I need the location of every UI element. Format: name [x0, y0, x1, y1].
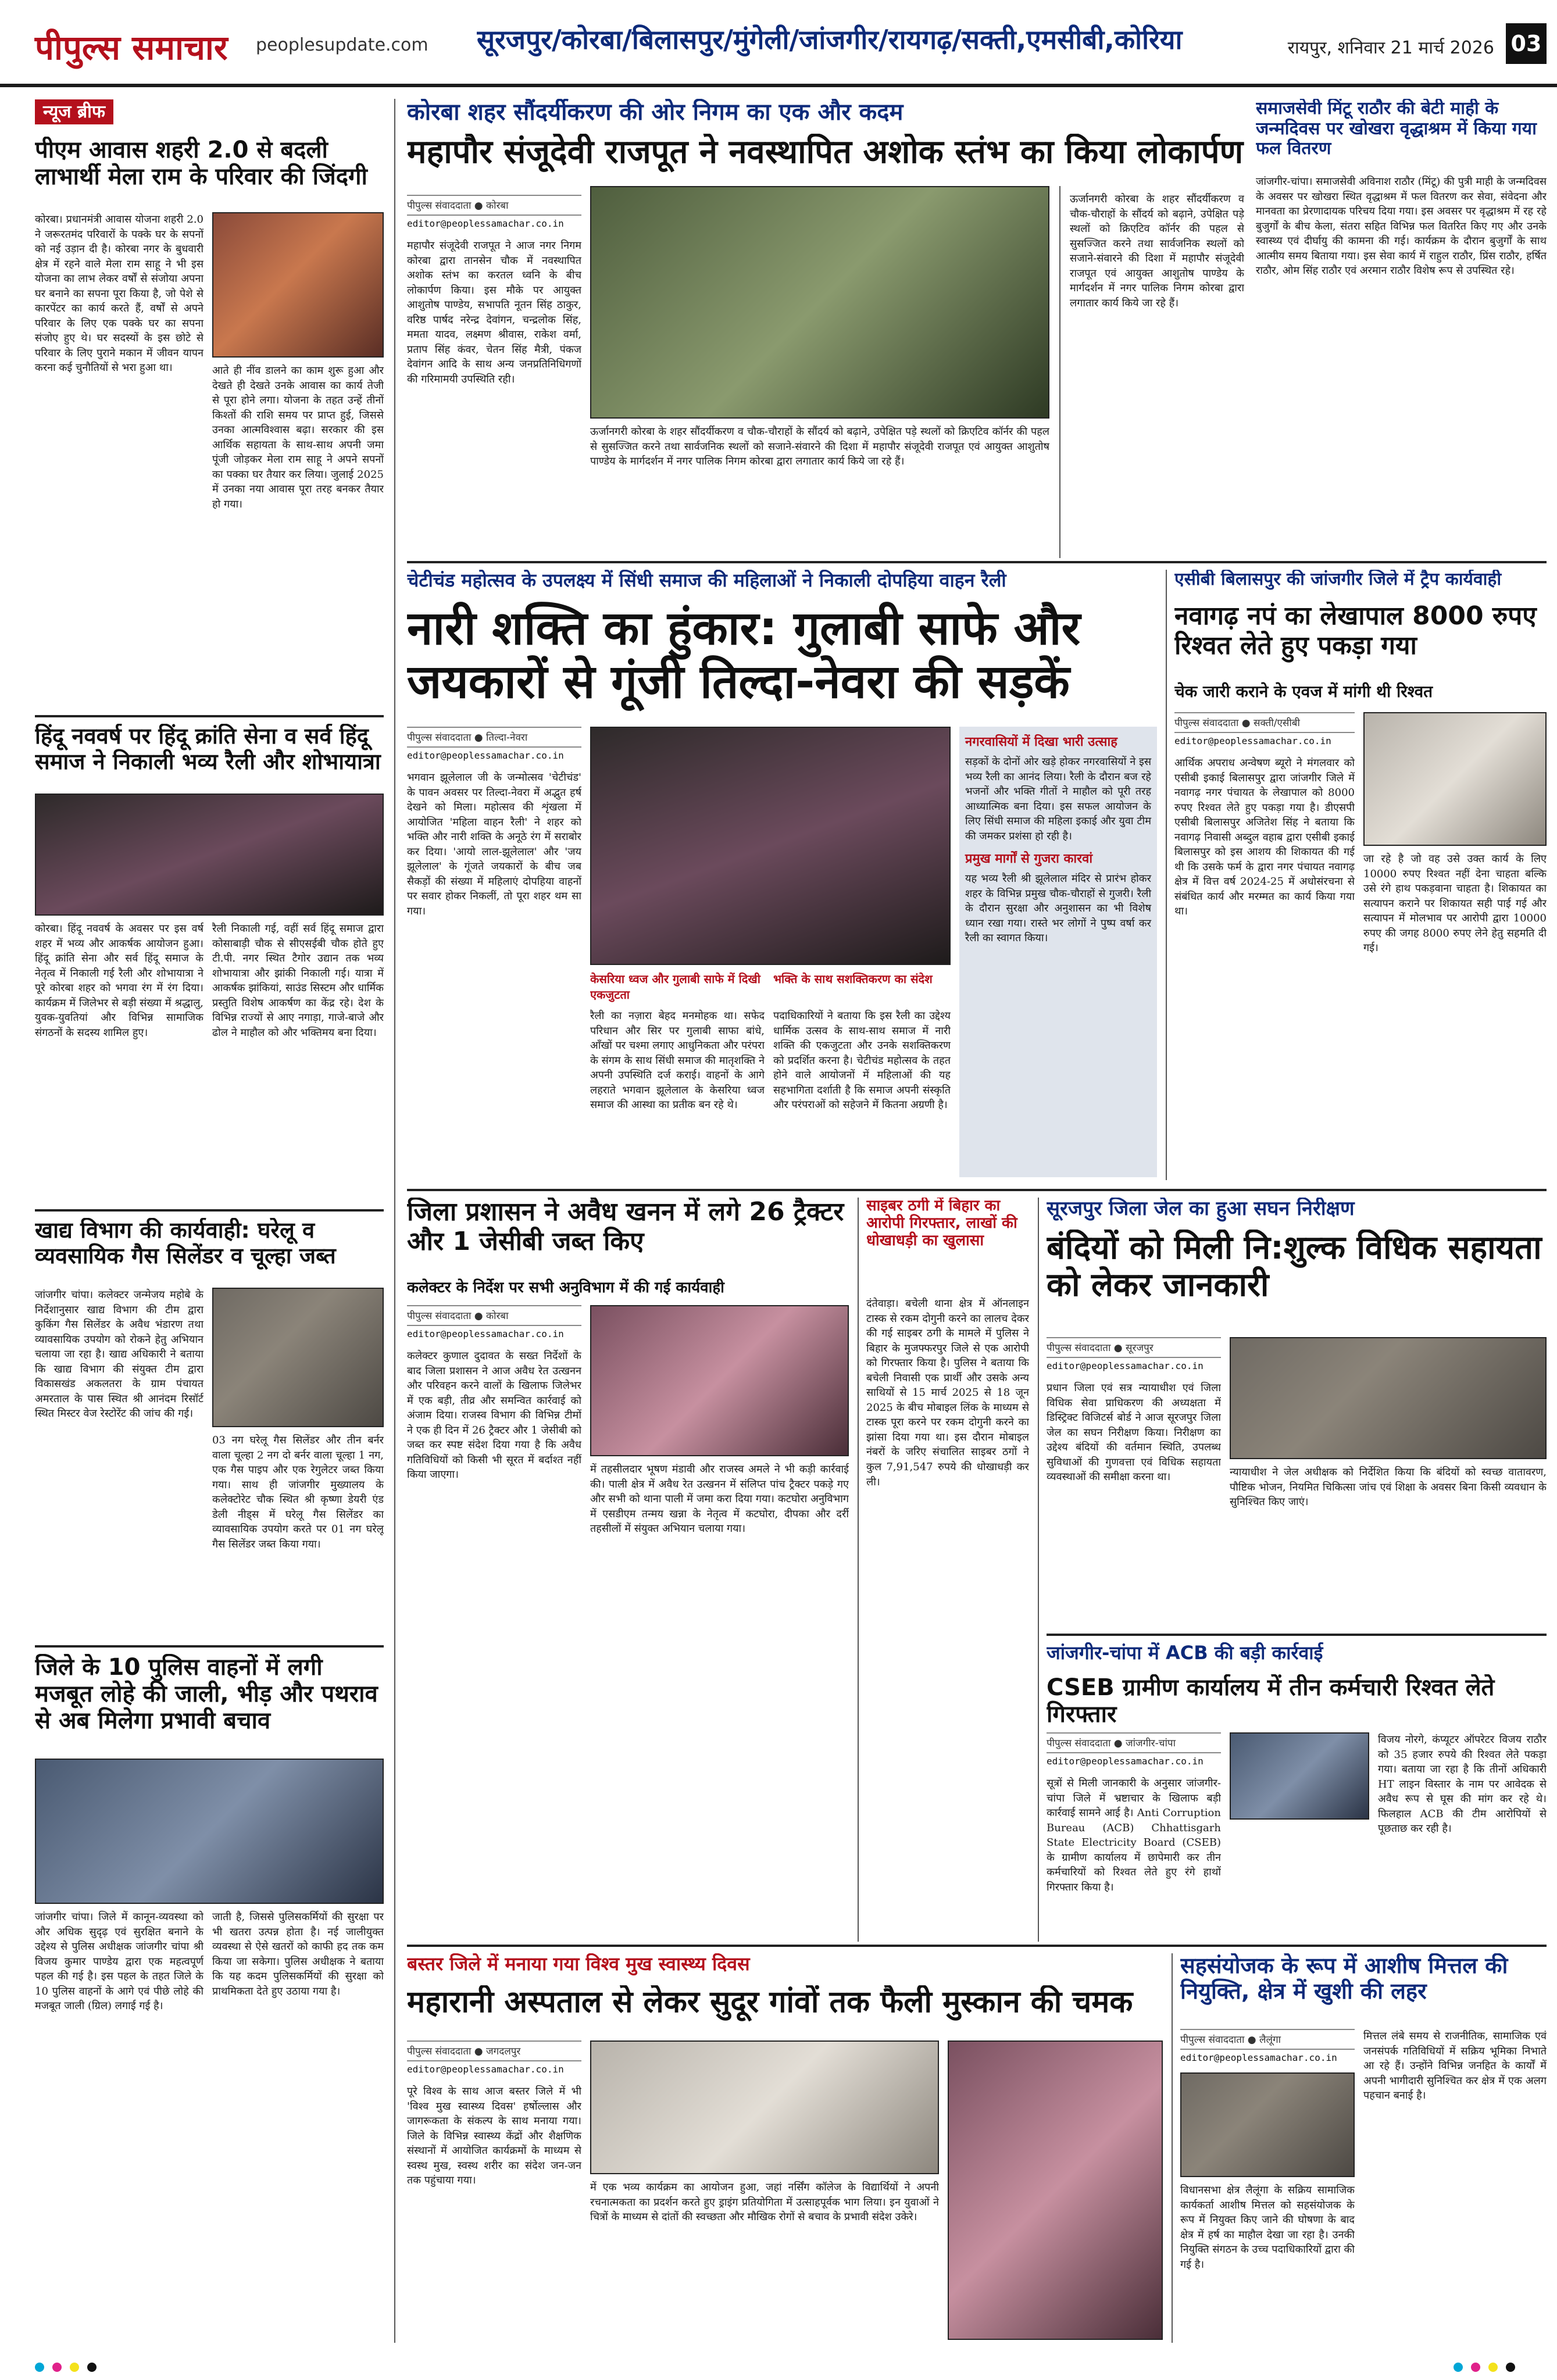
story3-headline: समाजसेवी मिंटू राठौर की बेटी माही के जन्मदिवस पर खोखरा वृद्धाश्रम में किया गया फल वितरण — [1256, 99, 1537, 159]
story4-box-body: सड़कों के दोनों ओर खड़े होकर नगरवासियों ने इस भव्य रैली का आनंद लिया। रैली के दौरान बज रहे भजनों और भक्ति गीतों ने माहौल को पूरी तरह आध्यात्मिक बना दिया। इस सफल आयोजन के लिए सिंधी समाज की महिला इकाई और युवा टीम की जमकर प्रशंसा हो रही है। — [965, 756, 1151, 842]
story2-email[interactable]: editor@peoplessamachar.co.in — [407, 218, 564, 229]
story12-body2: जाती है, जिससे पुलिसकर्मियों की सुरक्षा पर भी खतरा उत्पन्न होता है। नई जालीयुक्त व्यवस्था से ऐसे खतरों को काफी हद तक कम किया जा सकेगा। पुलिस अधीक्षक ने बताया कि यह कदम पुलिसकर्मियों की सुरक्षा को प्राथमिकता देते हुए उठाया गया है। — [212, 1911, 384, 1997]
story4-sidebox — [959, 727, 1157, 1177]
story9-email[interactable]: editor@peoplessamachar.co.in — [407, 1328, 564, 1339]
story12-headline: जिले के 10 पुलिस वाहनों में लगी मजबूत लोहे की जाली, भीड़ और पथराव से अब मिलेगा प्रभावी बचाव — [35, 1654, 378, 1734]
cyan-dot — [35, 2363, 44, 2372]
magenta-dot — [52, 2363, 62, 2372]
story4-body: भगवान झूलेलाल जी के जन्मोत्सव 'चेटीचंड' के पावन अवसर पर तिल्दा-नेवरा में अद्भुत हर्ष देखने को मिला। महोत्सव की शृंखला में आयोजित 'महिला वाहन रैली' ने शहर को भक्ति और नारी शक्ति के अनूठे रंग में सराबोर कर दिया। 'आयो लाल-झूलेलाल' और 'जय झूलेलाल' के गूंजते जयकारों के बीच जब सैकड़ों की संख्या में महिलाएं दोपहिया वाहनों पर सवार होकर निकलीं, तो पूरा शहर थम सा गया। — [407, 771, 581, 917]
divider — [407, 1189, 1547, 1191]
divider — [35, 715, 384, 717]
story5-headline: हिंदू नववर्ष पर हिंदू क्रांति सेना व सर्व हिंदू समाज ने निकाली भव्य रैली और शोभायात्रा — [35, 724, 381, 774]
story7-body: आर्थिक अपराध अन्वेषण ब्यूरो ने मंगलवार को एसीबी इकाई बिलासपुर द्वारा जांजगीर जिले में नवागढ़ नगर पंचायत के लेखापाल को 8000 रुपए रिश्वत लेते हुए पकड़ा गया है। डीएसपी एसीबी बिलासपुर अजितेश सिंह ने बताया कि नवागढ़ निवासी अब्दुल वहाब द्वारा एसीबी इकाई बिलासपुर को इस आशय की शिकायत की गई थी कि उसके फर्म के द्वारा नगर पंचायत नवागढ़ क्षेत्र में वित्त वर्ष 2024-25 में अधोसंरचना से संबंधित कार्य और मरम्मत का कार्य किया गया था। — [1174, 757, 1355, 918]
masthead — [0, 0, 1557, 87]
story11-email[interactable]: editor@peoplessamachar.co.in — [1047, 1756, 1204, 1767]
story11-kicker: जांजगीर-चांपा में ACB की बड़ी कार्रवाई — [1047, 1642, 1323, 1664]
story2-photo — [590, 186, 1049, 419]
story11-headline: CSEB ग्रामीण कार्यालय में तीन कर्मचारी रिश्वत लेते गिरफ्तार — [1047, 1674, 1495, 1727]
story10-body2: न्यायाधीश ने जेल अधीक्षक को निर्देशित किया कि बंदियों को स्वच्छ वातावरण, पौष्टिक भोजन, नियमित चिकित्सा जांच एवं शिक्षा के अवसर बिना किसी व्यवधान के सुनिश्चित किए जाएं। — [1230, 1466, 1547, 1509]
story10-body: प्रधान जिला एवं सत्र न्यायाधीश एवं जिला विधिक सेवा प्राधिकरण की अध्यक्षता में डिस्ट्रिक्ट विजिटर्स बोर्ड ने आज सूरजपुर जिला जेल का सघन निरीक्षण किया। निरीक्षण का उद्देश्य बंदियों की वर्तमान स्थिति, उपलब्ध सुविधाओं की गुणवत्ता एवं विधिक सहायता व्यवस्थाओं की समीक्षा करना था। — [1047, 1382, 1221, 1484]
story14-body: विधानसभा क्षेत्र लैलूंगा के सक्रिय सामाजिक कार्यकर्ता आशीष मित्तल को सहसंयोजक के रूप में नियुक्त किए जाने की घोषणा के बाद क्षेत्र में हर्ष का माहौल देखा जा रहा है। उनकी नियुक्ति संगठन के उच्च पदाधिकारियों द्वारा की गई है। — [1180, 2184, 1355, 2271]
column-rule — [394, 99, 395, 2343]
divider — [407, 1945, 1547, 1947]
story9-body: कलेक्टर कुणाल दुदावत के सख्त निर्देशों के बाद जिला प्रशासन ने आज अवैध रेत उत्खनन और परिवहन करने वालों के खिलाफ जिलेभर में एक बड़ी, तीव्र और समन्वित कार्रवाई को अंजाम दिया। राजस्व विभाग की विभिन्न टीमों ने एक ही दिन में 26 ट्रैक्टर और 1 जेसीबी को जब्त कर स्पष्ट संदेश दिया गया है कि अवैध गतिविधियों को किसी भी सूरत में बर्दाश्त नहीं किया जाएगा। — [407, 1350, 581, 1481]
yellow-dot — [70, 2363, 79, 2372]
story7-email[interactable]: editor@peoplessamachar.co.in — [1174, 735, 1331, 746]
story6-body: दंतेवाड़ा। बचेली थाना क्षेत्र में ऑनलाइन टास्क से रकम दोगुनी करने का लालच देकर की गई साइबर ठगी के मामले में पुलिस ने बिहार के मुजफ्फरपुर जिले से एक आरोपी को गिरफ्तार किया है। पुलिस ने बताया कि बचेली निवासी एक प्रार्थी और उसके अन्य साथियों से 15 मार्च 2025 से 18 जून 2025 के बीच मोबाइल लिंक के माध्यम से टास्क पूरा करने पर रकम दोगुनी करने का झांसा दिया गया था। इस दौरान मोबाइल नंबरों के जरिए संचालित साइबर ठगों ने कुल 7,91,547 रुपये की धोखाधड़ी कर ली। — [866, 1298, 1029, 1488]
story4-sub1: केसरिया ध्वज और गुलाबी साफे में दिखी एकजुटता — [590, 972, 760, 1002]
story9-kicker: कलेक्टर के निर्देश पर सभी अनुविभाग में की गई कार्यवाही — [407, 1279, 724, 1296]
story14-body2: मित्तल लंबे समय से राजनीतिक, सामाजिक एवं जनसंपर्क गतिविधियों में सक्रिय भूमिका निभाते आ रहे हैं। उन्होंने विभिन्न जनहित के कार्यों में अपनी भागीदारी सुनिश्चित कर क्षेत्र में एक अलग पहचान बनाई है। — [1363, 2030, 1547, 2102]
story7-body2: जा रहे है जो वह उसे उक्त कार्य के लिए 10000 रुपए रिश्वत नहीं देना चाहता बल्कि उसे रंगे हाथ पकड़वाना चाहता है। शिकायत का सत्यापन कराने पर शिकायत सही पाई गई और सत्यापन में मोलभाव पर आरोपी द्वारा 10000 रुपए की जगह 8000 रुपए लेने हेतु सहमति दी गई। — [1363, 853, 1547, 955]
news-brief-label: न्यूज ब्रीफ — [35, 99, 113, 124]
site-url[interactable]: peoplesupdate.com — [256, 35, 428, 55]
page-number: 03 — [1506, 23, 1547, 64]
story10-photo — [1230, 1337, 1547, 1459]
story2-body2: ऊर्जानगरी कोरबा के शहर सौंदर्यीकरण व चौक-चौराहों के सौंदर्य को बढ़ाने, उपेक्षित पड़े स्थलों को क्रिएटिव कॉर्नर की पहल से सुसज्जित करने तथा सार्वजनिक स्थलों को सजाने-संवारने की दिशा में महापौर संजूदेवी राजपूत एवं आयुक्त आशुतोष पाण्डेय के मार्गदर्शन में नगर पालिक निगम कोरबा द्वारा लगातार कार्य किये जा रहे हैं। — [590, 426, 1049, 468]
story10-kicker: सूरजपुर जिला जेल का हुआ सघन निरीक्षण — [1047, 1198, 1355, 1220]
story9-body2: में तहसीलदार भूषण मंडावी और राजस्व अमले ने भी कड़ी कार्रवाई की। पाली क्षेत्र में अवैध रेत उत्खनन में संलिप्त पांच ट्रैक्टर पकड़े गए और सभी को थाना पाली में जमा करा दिया गया। कटघोरा अनुविभाग में एसडीएम तन्मय खन्ना के नेतृत्व में कटघोरा, दीपका और दर्री तहसीलों में संयुक्त अभियान चलाया गया। — [590, 1463, 849, 1535]
story13-photo — [590, 2040, 939, 2174]
story11-body2: विजय नोरगे, कंप्यूटर ऑपरेटर विजय राठौर को 35 हजार रुपये की रिश्वत लेते पकड़ा गया। बताया जा रहा है कि तीनों अधिकारी HT लाइन विस्तार के नाम पर आवेदक से अवैध रूप से घूस की मांग कर रहे थे। फिलहाल ACB की टीम आरोपियों से पूछताछ कर रही है। — [1378, 1734, 1547, 1835]
divider — [407, 561, 1547, 563]
story7-photo — [1363, 712, 1547, 846]
black-dot — [87, 2363, 97, 2372]
story7-byline: पीपुल्स संवाददाता ● सक्ती/एसीबी — [1174, 712, 1355, 733]
story2-headline: महापौर संजूदेवी राजपूत ने नवस्थापित अशोक स्तंभ का किया लोकार्पण — [407, 134, 1244, 171]
story4-kicker: चेटीचंड महोत्सव के उपलक्ष्य में सिंधी समाज की महिलाओं ने निकाली दोपहिया वाहन रैली — [407, 570, 1006, 591]
story10-byline: पीपुल्स संवाददाता ● सूरजपुर — [1047, 1337, 1221, 1358]
story4-body3: पदाधिकारियों ने बताया कि इस रैली का उद्देश्य धार्मिक उत्सव के साथ-साथ समाज में नारी शक्ति की एकजुटता और उनके सशक्तिकरण को प्रदर्शित करना है। चेटीचंड महोत्सव के तहत होने वाले आयोजनों में महिलाओं की यह सहभागिता दर्शाती है कि समाज अपनी संस्कृति और परंपराओं को सहेजने में कितना अग्रणी है। — [773, 1010, 951, 1112]
story5-body2: रैली निकाली गई, वहीं सर्व हिंदू समाज द्वारा कोसाबाड़ी चौक से सीएसईबी चौक होते हुए टी.पी. नगर स्थित टैगोर उद्यान तक भव्य शोभायात्रा और झांकी निकाली गई। यात्रा में आकर्षक झांकियां, साउंड सिस्टम और धार्मिक प्रस्तुति विशेष आकर्षण का केंद्र रहे। देश के विभिन्न राज्यों से आए नगाड़ा, गाजे-बाजे और ढोल ने माहौल को और भक्तिमय बना दिया। — [212, 923, 384, 1039]
story5-body: कोरबा। हिंदू नववर्ष के अवसर पर इस वर्ष शहर में भव्य और आकर्षक आयोजन हुआ। हिंदू क्रांति सेना और सर्व हिंदू समाज के नेतृत्व में निकाली गई रैली और शोभायात्रा ने पूरे कोरबा शहर को भगवा रंग में रंग दिया। कार्यक्रम में जिलेभर से बड़ी संख्या में श्रद्धालु, युवक-युवतियां और विभिन्न सामाजिक संगठनों के सदस्य शामिल हुए। — [35, 923, 203, 1039]
story2-body3: ऊर्जानगरी कोरबा के शहर सौंदर्यीकरण व चौक-चौराहों के सौंदर्य को बढ़ाने, उपेक्षित पड़े स्थलों को क्रिएटिव कॉर्नर की पहल से सुसज्जित करने तथा सार्वजनिक स्थलों को सजाने-संवारने की दिशा में महापौर संजूदेवी राजपूत एवं आयुक्त आशुतोष पाण्डेय के मार्गदर्शन में नगर पालिक निगम कोरबा द्वारा लगातार कार्य किये जा रहे हैं। — [1070, 193, 1244, 309]
story2-body: महापौर संजूदेवी राजपूत ने आज नगर निगम कोरबा द्वारा तानसेन चौक में नवस्थापित अशोक स्तंभ का करतल ध्वनि के बीच लोकार्पण किया। इस मौके पर आयुक्त आशुतोष पाण्डेय, सभापति नूतन सिंह ठाकुर, वरिष्ठ पार्षद नरेन्द्र देवांगन, चन्द्रलोक सिंह, ममता यादव, लक्ष्मण श्रीवास, राकेश वर्मा, प्रताप सिंह कंवर, चेतन सिंह मैत्री, पंकज देवांगन आदि के साथ अन्य जनप्रतिनिधिगणों की गरिमामयी उपस्थिति रही। — [407, 240, 581, 385]
story13-body: पूरे विश्व के साथ आज बस्तर जिले में भी 'विश्व मुख स्वास्थ्य दिवस' हर्षोल्लास और जागरूकता के संकल्प के साथ मनाया गया। जिले के विभिन्न स्वास्थ्य केंद्रों और शैक्षणिक संस्थानों में आयोजित कार्यक्रमों के माध्यम से स्वस्थ मुख, स्वस्थ शरीर का संदेश जन-जन तक पहुंचाया गया। — [407, 2085, 581, 2187]
column-rule — [1172, 1953, 1173, 2343]
newspaper-logo: पीपुल्स समाचार — [35, 28, 228, 67]
story4-body2: रैली का नज़ारा बेहद मनमोहक था। सफेद परिधान और सिर पर गुलाबी साफा बांधे, आँखों पर चश्मा लगाए आधुनिकता और परंपरा के संगम के साथ सिंधी समाज की मातृशक्ति ने अपनी उपस्थिति दर्ज कराई। वाहनों के आगे लहराते भगवान झूलेलाल के केसरिया ध्वज समाज की आस्था का प्रतीक बन रहे थे। — [590, 1010, 765, 1112]
story4-box-sub: प्रमुख मार्गों से गुजरा कारवां — [965, 852, 1093, 867]
story11-body: सूत्रों से मिली जानकारी के अनुसार जांजगीर-चांपा जिले में भ्रष्टाचार के खिलाफ बड़ी कार्रवाई सामने आई है। Anti Corruption Bureau (ACB) Chhattisgarh State Electricity Board (CSEB) के ग्रामीण कार्यालय में छापेमारी कर तीन कर्मचारियों को रिश्वत लेते हुए रंगे हाथों गिरफ्तार किया है। — [1047, 1777, 1221, 1893]
story9-headline: जिला प्रशासन ने अवैध खनन में लगे 26 ट्रैक्टर और 1 जेसीबी जब्त किए — [407, 1198, 844, 1256]
story8-body2: 03 नग घरेलू गैस सिलेंडर और तीन बर्नर वाला चूल्हा 2 नग दो बर्नर वाला चूल्हा 1 नग, एक गैस पाइप और एक रेगुलेटर जब्त किया गया। साथ ही जांजगीर मुख्यालय के कलेक्टोरेट चौक स्थित श्री कृष्णा डेयरी एंड डेली नीड्स में घरेलू गैस सिलेंडर का व्यावसायिक उपयोग करते पर 01 नग घरेलू गैस सिलेंडर जब्त किया गया। — [212, 1434, 384, 1550]
district-list: सूरजपुर/कोरबा/बिलासपुर/मुंगेली/जांजगीर/रायगढ़/सक्ती,एमसीबी,कोरिया — [477, 24, 1183, 55]
magenta-dot — [1471, 2363, 1480, 2372]
divider — [35, 1209, 384, 1212]
story4-photo — [590, 727, 951, 965]
column-rule — [1038, 1198, 1039, 1942]
story4-sub2: भक्ति के साथ सशक्तिकरण का संदेश — [773, 972, 933, 986]
story8-headline: खाद्य विभाग की कार्यवाही: घरेलू व व्यवसायिक गैस सिलेंडर व चूल्हा जब्त — [35, 1218, 336, 1268]
divider — [35, 1645, 384, 1648]
story10-email[interactable]: editor@peoplessamachar.co.in — [1047, 1360, 1204, 1371]
story9-photo — [590, 1305, 849, 1456]
story2-byline: पीपुल्स संवाददाता ● कोरबा — [407, 195, 581, 216]
story9-byline: पीपुल्स संवाददाता ● कोरबा — [407, 1305, 581, 1326]
story5-photo — [35, 794, 384, 916]
story13-email[interactable]: editor@peoplessamachar.co.in — [407, 2064, 564, 2075]
story1-body2: आते ही नींव डालने का काम शुरू हुआ और देखते ही देखते उनके आवास का कार्य तेजी से पूरा होने लगा। योजना के तहत उन्हें तीनों किश्तों की राशि समय पर प्राप्त हुई, जिससे उनका आत्मविश्वास बढ़ा। सरकार की इस आर्थिक सहायता के साथ-साथ अपनी जमा पूंजी जोड़कर मेला राम साहू ने अपने सपनों का पक्का घर तैयार कर लिया। जुलाई 2025 में उनका नया आवास पूरा तरह बनकर तैयार हो गया। — [212, 364, 384, 510]
story1-body: कोरबा। प्रधानमंत्री आवास योजना शहरी 2.0 ने जरूरतमंद परिवारों के पक्के घर के सपनों को नई उड़ान दी है। कोरबा नगर के बुधवारी क्षेत्र में रहने वाले मेला राम साहू ने भी इस योजना का लाभ लेकर वर्षों से संजोया अपना घर बनाने का सपना पूरा किया है, जो पेशे से कारपेंटर का कार्य करते हैं, वर्षों से अपने परिवार के लिए एक पक्के घर का सपना संजोए हुए थे। घर सदस्यों के इस छोटे से परिवार के लिए पुराने मकान में जीवन यापन करना कई चुनौतियों से भरा हुआ था। — [35, 213, 203, 374]
story12-body: जांजगीर चांपा। जिले में कानून-व्यवस्था को और अधिक सुदृढ़ एवं सुरक्षित बनाने के उद्देश्य से पुलिस अधीक्षक जांजगीर चांपा श्री विजय कुमार पाण्डेय द्वारा एक महत्वपूर्ण पहल की गई है। इस पहल के तहत जिले के 10 पुलिस वाहनों के आगे एवं पीछे लोहे की मजबूत जाली (ग्रिल) लगाई गई है। — [35, 1911, 203, 2013]
story7-kicker: एसीबी बिलासपुर की जांजगीर जिले में ट्रैप कार्यवाही — [1174, 570, 1502, 589]
story14-headline: सहसंयोजक के रूप में आशीष मित्तल की नियुक्ति, क्षेत्र में खुशी की लहर — [1180, 1953, 1508, 2004]
story4-box-title: नगरवासियों में दिखा भारी उत्साह — [965, 735, 1117, 749]
story2-kicker: कोरबा शहर सौंदर्यीकरण की ओर निगम का एक और कदम — [407, 99, 904, 126]
story4-email[interactable]: editor@peoplessamachar.co.in — [407, 750, 564, 761]
story13-body2: में एक भव्य कार्यक्रम का आयोजन हुआ, जहां नर्सिंग कॉलेज के विद्यार्थियों ने अपनी रचनात्मकता का प्रदर्शन करते हुए ड्राइंग प्रतियोगिता में उत्साहपूर्वक भाग लिया। इन युवाओं ने चित्रों के माध्यम से दांतों की स्वच्छता और मौखिक रोगों से बचाव के प्रभावी संदेश उकेरे। — [590, 2181, 939, 2224]
story8-body: जांजगीर चांपा। कलेक्टर जन्मेजय महोबे के निर्देशानुसार खाद्य विभाग की टीम द्वारा कुकिंग गैस सिलेंडर के अवैध भंडारण तथा व्यावसायिक उपयोग को रोकने हेतु अभियान चलाया जा रहा है। खाद्य अधिकारी ने बताया कि खाद्य विभाग की संयुक्त टीम द्वारा विकासखंड अकलतरा के ग्राम पंचायत अमरताल के पास स्थित श्री आनंदम रिसॉर्ट स्थित मिस्टर वेज रेस्टोरेंट की जांच की गई। — [35, 1289, 203, 1420]
story8-photo — [212, 1288, 384, 1427]
yellow-dot — [1488, 2363, 1498, 2372]
print-registration-strip — [0, 2354, 1557, 2380]
column-rule — [1166, 570, 1167, 1180]
story7-headline: नवागढ़ नपं का लेखापाल 8000 रुपए रिश्वत लेते हुए पकड़ा गया — [1174, 602, 1537, 660]
story11-byline: पीपुल्स संवाददाता ● जांजगीर-चांपा — [1047, 1732, 1221, 1753]
story3-body: जांजगीर-चांपा। समाजसेवी अविनाश राठौर (मिंटू) की पुत्री माही के जन्मदिवस के अवसर पर खोखरा स्थित वृद्धाश्रम में फल वितरण कर सेवा, संवेदना और मानवता का प्रेरणादायक परिचय दिया गया। इस अवसर पर वृद्धाश्रम में रह रहे बुजुर्गों के बीच केला, संतरा सहित विभिन्न फल वितरित किए गए और उनके स्वास्थ्य एवं दीर्घायु की कामना की गई। कार्यक्रम के दौरान बुजुर्गों के साथ आत्मीय समय बिताया गया। इस सेवा कार्य में राहुल राठौर, प्रिंस राठौर, हर्षित राठौर, ओम सिंह राठौर एवं अरमान राठौर विशेष रूप से उपस्थित रहे। — [1256, 176, 1547, 277]
story11-photo — [1230, 1732, 1369, 1820]
story10-headline: बंदियों को मिली नि:शुल्क विधिक सहायता को लेकर जानकारी — [1047, 1230, 1542, 1305]
story1-headline: पीएम आवास शहरी 2.0 से बदली लाभार्थी मेला राम के परिवार की जिंदगी — [35, 137, 367, 190]
story7-sub: चेक जारी कराने के एवज में मांगी थी रिश्वत — [1174, 682, 1433, 701]
story4-headline: नारी शक्ति का हुंकार: गुलाबी साफे और जयकारों से गूंजी तिल्दा-नेवरा की सड़कें — [407, 602, 1081, 709]
black-dot — [1506, 2363, 1515, 2372]
story13-headline: महारानी अस्पताल से लेकर सुदूर गांवों तक फैली मुस्कान की चमक — [407, 1985, 1133, 2020]
story13-photo2 — [948, 2040, 1163, 2340]
story6-headline: साइबर ठगी में बिहार का आरोपी गिरफ्तार, लाखों की धोखाधड़ी का खुलासा — [866, 1198, 1017, 1249]
column-rule — [1059, 186, 1060, 558]
story4-box-body2: यह भव्य रैली श्री झूलेलाल मंदिर से प्रारंभ होकर शहर के विभिन्न प्रमुख चौक-चौराहों से गुजरी। रैली के दौरान सुरक्षा और अनुशासन का भी विशेष ध्यान रखा गया। रास्ते भर लोगों ने पुष्प वर्षा कर रैली का स्वागत किया। — [965, 873, 1151, 945]
story13-kicker: बस्तर जिले में मनाया गया विश्व मुख स्वास्थ्य दिवस — [407, 1953, 750, 1975]
column-rule — [858, 1198, 859, 1942]
story14-email[interactable]: editor@peoplessamachar.co.in — [1180, 2052, 1337, 2063]
news-brief-label-box — [35, 99, 384, 134]
story4-byline: पीपुल्स संवाददाता ● तिल्दा-नेवरा — [407, 727, 581, 748]
cyan-dot — [1454, 2363, 1463, 2372]
story12-photo — [35, 1759, 384, 1904]
dateline: रायपुर, शनिवार 21 मार्च 2026 — [1287, 38, 1494, 58]
story14-photo — [1180, 2072, 1355, 2177]
divider — [1047, 1634, 1547, 1636]
story14-byline: पीपुल्स संवाददाता ● लैलूंगा — [1180, 2029, 1355, 2050]
story1-photo — [212, 212, 384, 358]
story13-byline: पीपुल्स संवाददाता ● जगदलपुर — [407, 2040, 581, 2061]
